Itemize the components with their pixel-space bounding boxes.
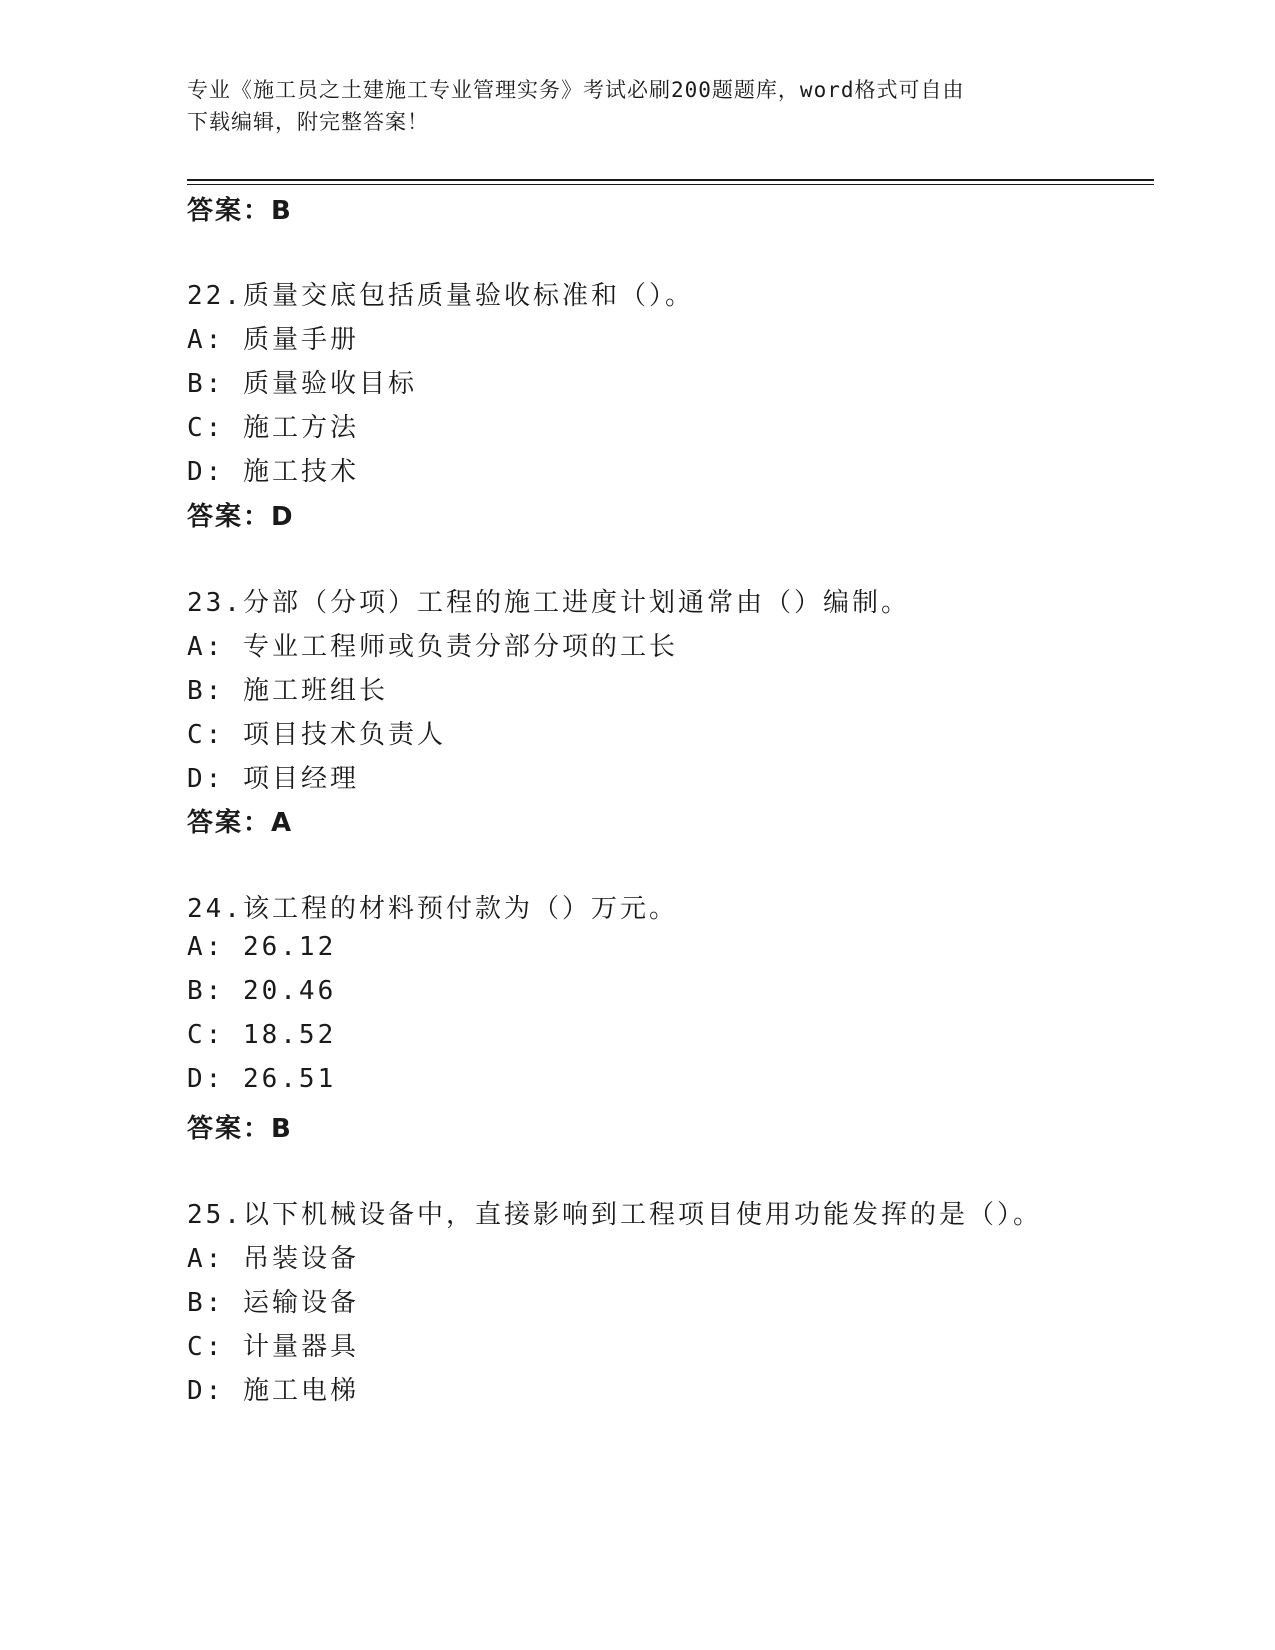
header-divider-thin [187,184,1154,185]
question-text: 22.质量交底包括质量验收标准和（）。 [187,281,694,311]
option-line: A: 吊装设备 [187,1244,359,1274]
question-text: 24.该工程的材料预付款为（）万元。 [187,894,678,924]
option-line: D: 施工电梯 [187,1376,359,1406]
document-header [187,74,1087,138]
option-line: C: 计量器具 [187,1332,359,1362]
option-line: A: 26.12 [187,932,337,962]
header-line-1: 专业《施工员之土建施工专业管理实务》考试必刷200题题库，word格式可自由 [187,78,965,102]
question-text: 25.以下机械设备中，直接影响到工程项目使用功能发挥的是（）。 [187,1200,1042,1230]
option-line: A: 专业工程师或负责分部分项的工长 [187,632,678,662]
option-line: A: 质量手册 [187,325,359,355]
answer-line: 答案：B [187,196,293,226]
answer-line: 答案：A [187,808,294,838]
option-line: C: 18.52 [187,1020,337,1050]
option-line: B: 20.46 [187,976,337,1006]
header-divider-thick [187,179,1154,181]
option-line: B: 施工班组长 [187,676,388,706]
option-line: D: 26.51 [187,1064,337,1094]
option-line: D: 施工技术 [187,457,359,487]
option-line: C: 施工方法 [187,413,359,443]
option-line: B: 运输设备 [187,1288,359,1318]
answer-line: 答案：D [187,502,295,532]
option-line: B: 质量验收目标 [187,369,417,399]
option-line: D: 项目经理 [187,764,359,794]
question-text: 23.分部（分项）工程的施工进度计划通常由（）编制。 [187,588,910,618]
option-line: C: 项目技术负责人 [187,720,446,750]
header-line-2: 下载编辑，附完整答案！ [187,110,429,134]
answer-line: 答案：B [187,1114,293,1144]
